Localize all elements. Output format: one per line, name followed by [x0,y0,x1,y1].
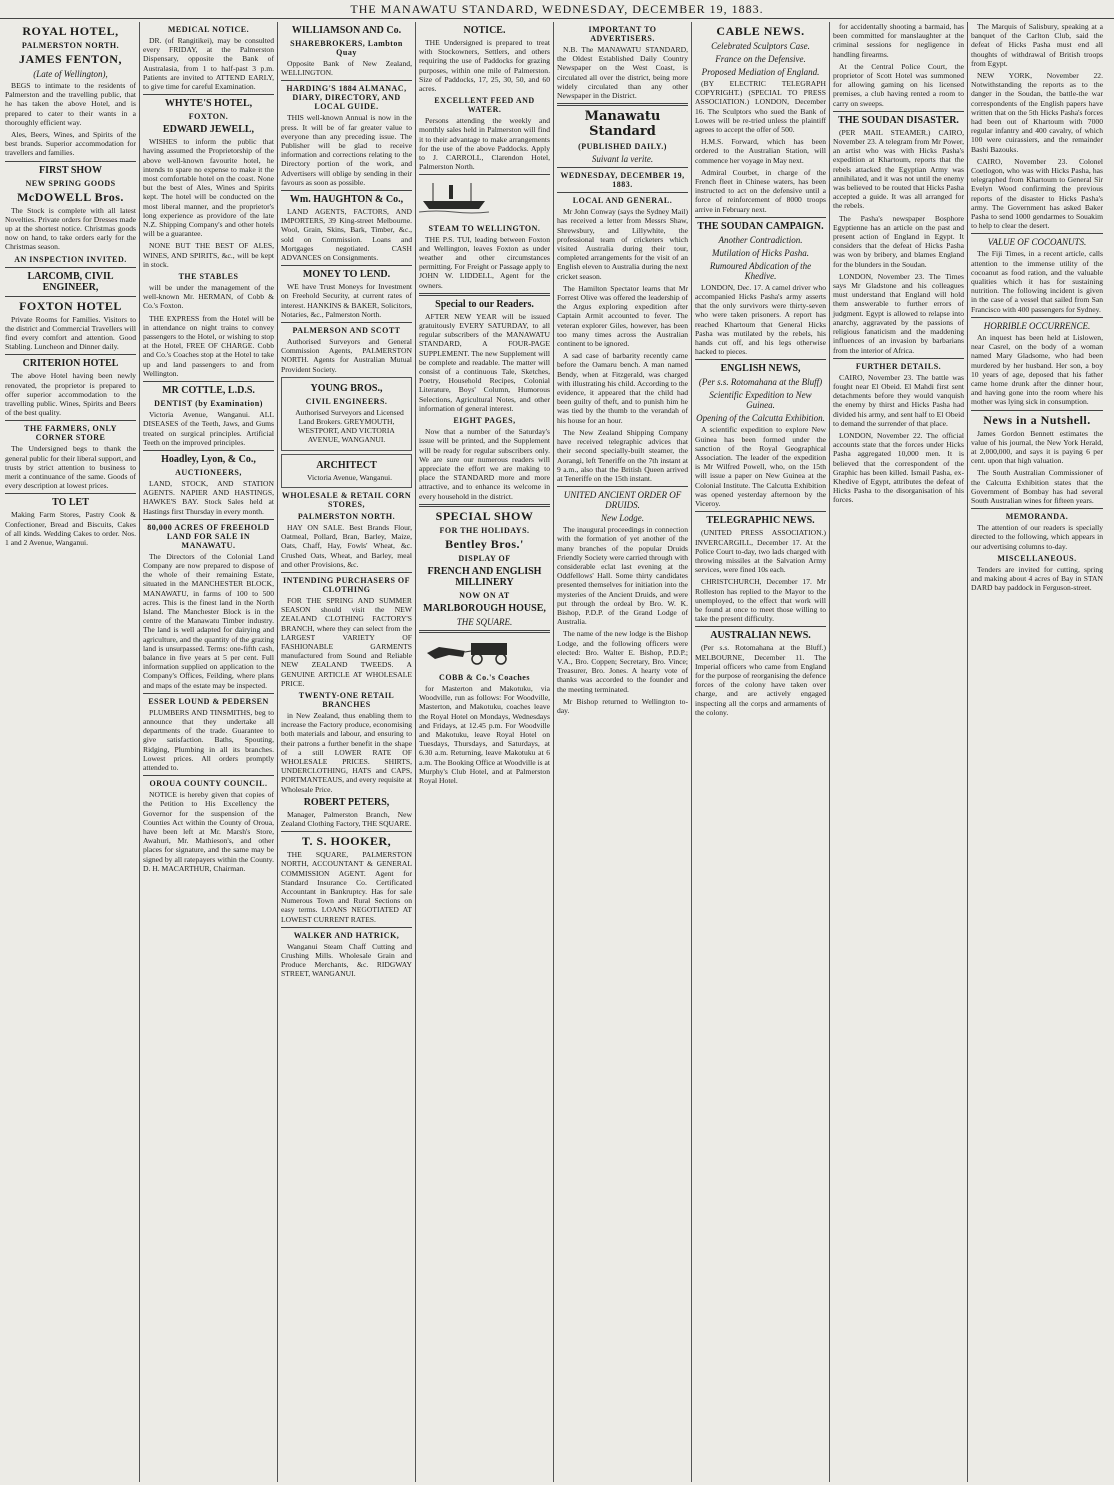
divider [5,354,136,355]
cable-news-heading: CABLE NEWS. [716,24,805,38]
english-news-heading: ENGLISH NEWS, [720,363,801,375]
horrible-occurrence-text: An inquest has been held at Lislowen, near Casrel, on the body of a woman named Mary Gladsome, who had been murdered by her husband. Her son, a boy 10 years of age, deposed that his father came home drunk after the dinner hour, and having gone into the room where his mother was lying sick in consumption. [971,332,1103,407]
foxton-hotel-text: Private Rooms for Families. Visitors to the district and Commercial Travellers will find every comfort and attention. Good Stabling. Luncheon and Dinner daily. [5,314,136,352]
soudan-sub-1: Another Contradiction. [718,234,803,245]
whytes-hotel-location: FOXTON. [188,112,229,122]
millinery-heading: FRENCH AND ENGLISH MILLINERY [427,565,542,588]
corner-store-heading: THE FARMERS, ONLY CORNER STORE [24,424,117,443]
divider [281,831,412,832]
retail-branches-text: in New Zealand, thus enabling them to increase the Factory produce, economising both materials and labour, and ensuring to their patrons a further benefit in the shape of a still LOWER RATE OF WHOLESALE PRICES. SHIRTS, UNDERCLOTHING, HATS and CAPS, PORTMANTEAUS, and every requisite at Wholesale Price. [281,710,412,794]
special-readers-heading: Special to our Readers. [435,298,534,310]
money-to-lend-heading: MONEY TO LEND. [302,269,391,281]
cable-news-text-3: Admiral Courbet, in charge of the French fleet in Chinese waters, has been instructed to act on the defensive until a force of reinforcement of 8000 troops arrive in February next. [695,167,826,214]
steam-text: THE P.S. TUI, leading between Foxton and Wellington, leaves Foxton as under weather and other circumstances permitting. For Freight or Passage apply to JOHN W. LIDDELL, Agent for the owners. [419,234,550,290]
clothing-text: FOR THE SPRING AND SUMMER SEASON should visit the NEW ZEALAND CLOTHING FACTORY'S BRANCH, where they can select from the LARGEST VARIETY OF FASHIONABLE GARMENTS manufactured from Sound and Reliable NEW ZEALAND TWEEDS. A GENUINE ARTICLE AT WHOLESALE PRICE. [281,595,412,688]
stables-text: will be under the management of the well-known Mr. HERMAN, of Cobb & Co.'s Foxton. [143,283,274,311]
flag-sub: (PUBLISHED DAILY.) [578,142,667,152]
freehold-land-text: The Directors of the Colonial Land Company are now prepared to dispose of the whole of their remaining Estate, situated in the MANCHESTER BLOCK, MANAWATU, in farms of 100 to 500 acres. This is the finest land in the North Island. The Manchester Block is in the centre of the Manawatu Timber industry. The land is well adapted for dairying and agriculture, and the quantity of the grazing land is unsurpassed. Terms: one-fifth cash, balance in five years at 5 per cent. Full information supplied on application to the Company's Offices, Feilding, where plans and maps of the estate may be inspected. [143,551,274,690]
express-text: THE EXPRESS from the Hotel will be in attendance on night trains to convey passengers to the Hotel, or wishing to stop at the Hotel, FREE OF CHARGE. Cobb and Co.'s Coaches stop at the Hotel to take up and land passengers to and from Wellington. [143,313,274,378]
column-5 [554,22,692,1482]
column-6 [692,22,830,1482]
freehold-land-heading: 80,000 ACRES OF FREEHOLD LAND FOR SALE IN MANAWATU. [147,522,270,550]
hoadley-text: LAND, STOCK, AND STATION AGENTS. NAPIER AND HASTINGS, HAWKE'S BAY. Stock Sales held at Hastings first Thursday in every month. [143,478,274,516]
spring-goods-heading: NEW SPRING GOODS [25,178,116,188]
edward-jewell-heading: EDWARD JEWELL, [162,124,255,136]
soudan-sub-2: Mutilation of Hicks Pasha. [712,247,809,258]
criterion-hotel-heading: CRITERION HOTEL [22,358,119,370]
cottle-text: Victoria Avenue, Wanganui. ALL DISEASES of the Teeth, Jaws, and Gums treated on surgical principles. Artificial Teeth on the improved principles. [143,410,274,447]
notice-heading: NOTICE. [463,25,506,36]
soudan-disaster-text-2: The Pasha's newspaper Bosphore Egyptienne has an article on the past and present action of England in Egypt. It considers that the defeat of Hicks Pasha was won by bribery, and blames England for the blunders in the Soudan. [833,213,964,269]
inspection-heading: AN INSPECTION INVITED. [14,254,127,264]
divider [557,192,688,193]
divider [419,630,550,633]
hoadley-heading: Hoadley, Lyon, & Co., [161,453,256,465]
divider [971,410,1103,411]
column-2 [140,22,278,1482]
cable-news-sub-3: Proposed Mediation of England. [701,67,820,77]
display-of: DISPLAY OF [458,553,511,563]
williamson-text: Opposite Bank of New Zealand, WELLINGTON. [281,59,412,78]
steam-heading: STEAM TO WELLINGTON. [428,223,541,233]
col8-text-2: NEW YORK, November 22. Notwithstanding the reports as to the danger in the Soudan, the battle-the war correspondents of the English papers have written that on the 5th Hicks Pasha's forces had been out of Khartoum with 7000 regular infantry and 400 cavalry, of which 100 were cuirassiers, and the remainder Bashi Bazouks. [971,71,1103,154]
haughton-text: LAND AGENTS, FACTORS, AND IMPORTERS, 39 King-street Melbourne. Wool, Grain, Skins, Bark, Timber, &c., sold on Commission. Loans and Mortgages negotiated. CASH ADVANCES on Consignments. [281,207,412,263]
special-readers-text: AFTER NEW YEAR will be issued gratuitously EVERY SATURDAY, to all regular subscribers of the MANAWATU STANDARD, A FOUR-PAGE SUPPLEMENT. The new Supplement will be complete and readable. The matter will consist of a continuous Tale, Sketches, Poetry, Household Recipes, Colonial Literature, Boys' Column, Humorous Selections, Agricultural Notes, and other information of general interest. [419,311,550,413]
notice-text: THE Undersigned is prepared to treat with Stockowners, Settlers, and others requiring the use of Paddocks for grazing purposes, within one mile of Palmerston. Size of Paddocks, 17, 25, 30, 50, and 60 acres. [419,38,550,94]
columns [2,22,1112,1482]
corn-stores-heading: WHOLESALE & RETAIL CORN STORES, [281,490,412,509]
column-8 [968,22,1106,1482]
druids-heading: UNITED ANCIENT ORDER OF DRUIDS. [563,490,682,511]
divider [281,927,412,928]
further-details-text-1: CAIRO, November 23. The battle was fought near El Obeid. El Mahdi first sent detachments before they would vanquish the enemy by thirst and Hicks Pasha had divided his army, and sent half to El Obeid to demand the surrender of that place. [833,372,964,428]
column-4 [416,22,554,1482]
royal-hotel-location: PALMERSTON NORTH. [21,41,120,50]
divider [971,317,1103,318]
newspaper-flag: Manawatu Standard [584,109,661,140]
walker-hatrick-text: Wanganui Steam Chaff Cutting and Crushing Mills. Wholesale Grain and Produce Merchants, &c. RIDGWAY STREET, WANGANUI. [281,941,412,979]
feed-water-heading: EXCELLENT FEED AND WATER. [434,96,535,115]
australian-news-text: (Per s.s. Rotomahana at the Bluff.) MELBOURNE, December 11. The Imperial officers who came from England for the purpose of reorganising the defence forces of the colony have taken over charge, and are actively engaged inspecting all the corps and armaments of the colony. [695,643,826,717]
cottle-sub: DENTIST (by Examination) [154,399,263,409]
new-lodge-heading: New Lodge. [600,513,644,524]
divider [419,504,550,507]
whytes-hotel-text-2: NONE BUT THE BEST OF ALES, WINES, AND SPIRITS, &c., will be kept in stock. [143,241,274,269]
divider [695,626,826,627]
medical-notice-text: DR. (of Rangitikei), may be consulted every FRIDAY, at the Palmerston Dispensary, opposite the Bank of Australasia, from 1 to half-past 3 p.m. Patients are invited to ATTEND EARLY, to give time for careful Examination. [143,36,274,92]
miscellaneous-heading: MISCELLANEOUS. [997,553,1077,563]
royal-hotel-text-2: Ales, Beers, Wines, and Spirits of the best brands. Superior accommodation for travellers and families. [5,130,136,158]
soudan-sub-3: Rumoured Abdication of the Khedive. [709,260,812,281]
divider [5,161,136,162]
soudan-campaign-text: LONDON, Dec. 17. A camel driver who accompanied Hicks Pasha's army asserts that the only survivors were thirty-seven who were taken prisoners. A report has reached Khartoum that General Hicks Pasha was mutilated by the rebels, his hands cut off, and his legs otherwise hacked to pieces. [695,282,826,357]
special-show-heading: SPECIAL SHOW [435,508,534,523]
further-details-heading: FURTHER DETAILS. [855,361,942,371]
architect-heading: ARCHITECT [316,459,377,471]
divider [281,322,412,323]
money-to-lend-text: WE have Trust Moneys for Investment on Freehold Security, at current rates of interest. HANKINS & BAKER, Solicitors, Notaries, &c., Palmerston North. [281,282,412,319]
issue-date: WEDNESDAY, DECEMBER 19, 1883. [560,171,685,190]
english-news-sub-2: Scientific Expedition to New Guinea. [709,390,812,411]
local-general-text-2: The Hamilton Spectator learns that Mr Forrest Olive was offered the leadership of the Argus exploring expedition after Captain Armit accounted to fever. The veteran explorer Giles, however, has been too many times across the Australian continent to be ignored. [557,283,688,349]
williamson-sub: SHAREBROKERS, Lambton Quay [290,39,403,57]
young-bros-ad [281,377,412,451]
haughton-heading: Wm. HAUGHTON & Co., [289,194,404,206]
palmerson-scott-text: Authorised Surveyors and General Commission Agents, PALMERSTON NORTH. Agents for Australian Mutual Provident Society. [281,337,412,374]
soudan-campaign-heading: THE SOUDAN CAMPAIGN. [697,220,824,232]
retail-branches-heading: TWENTY-ONE RETAIL BRANCHES [298,690,395,709]
the-square: THE SQUARE. [456,616,513,627]
advertisers-text: N.B. The MANAWATU STANDARD, the Oldest Established Daily Country Newspaper on the West Coast, is circulated all over the district, being more widely circulated than any other Newspaper in the District. [557,45,688,101]
palmerson-scott-heading: PALMERSON AND SCOTT [292,326,401,336]
divider [143,381,274,382]
to-let-text: Making Farm Stores, Pastry Cook & Confectioner, Bread and Biscuits, Cakes of all kinds. Wedding Cakes to order. Nos. 1 and 2 Avenue, Wanganui. [5,510,136,548]
royal-hotel-heading: ROYAL HOTEL, [22,24,119,38]
architect-ad [281,454,412,488]
soudan-disaster-text-1: (PER MAIL STEAMER.) CAIRO, November 23. A telegram from Mr Power, an artist who was with Hicks Pasha's expedition at Khartoum, reports that the rebels attacked the Egyptian Army was annihilated, and it was not until the enemy was believed to be routed that Hicks Pasha accepted a guide. It was all arranged for the rebels. [833,127,964,211]
architect-text: Victoria Avenue, Wanganui. [306,472,393,482]
col7-text-1: for accidentally shooting a barmaid, has been committed for manslaughter at the criminal sessions for negligence in handling firearms. [833,22,964,59]
cobb-coaches-text: for Masterton and Makotuku, via Woodville, run as follows: For Woodville, Masterton, and Makotuku, coaches leave the Royal Hotel on Mondays, Wednesdays and Fridays, at 12.45 p.m. For Woodville and Makotuku, leave Royal Hotel on Tuesdays, Thursdays, and Saturdays, at 6.30 a.m. Returning, leave Makotuku at 6 a.m. The Booking Office at Woodville is at Murphy's Club Hotel, and at Palmerston Royal Hotel. [419,683,550,785]
memoranda-heading: MEMORANDA. [1005,512,1069,522]
australian-news-heading: AUSTRALIAN NEWS. [710,630,811,642]
bentley-bros-heading: Bentley Bros.' [445,536,524,551]
divider [419,293,550,296]
druids-text-3: Mr Bishop returned to Wellington to-day. [557,696,688,715]
further-details-text-2: LONDON, November 22. The official accounts state that the forces under Hicks Pasha aggregated 10,000 men. It is believed that the correspondent of the Graphic has been killed. Ismail Pasha, ex-Khedive of Egypt, attributes the defeat of Hicks Pasha to the disorganisation of his forces. [833,430,964,505]
cable-news-sub-2: France on the Defensive. [715,54,806,64]
soudan-disaster-text-3: LONDON, November 23. The Times says Mr Gladstone and his colleagues must understand that England will hold them answerable to further errors of judgment. Egypt is allowed to relapse into anarchy, aggravated by the passions of religious fanaticism and the maddening influences of an invasion by barbarians from the interior of Africa. [833,271,964,355]
whytes-hotel-text: WISHES to inform the public that having assumed the Proprietorship of the above well-known favourite hotel, he intends to spare no expense to make it the most comfortable hotel on the coast. None but the best of Ales, Wines and Spirits kept. The hotel will be conducted on the most liberal manner, and the proprietor's long experience as providore of the late N.Z. Shipping Company's and other hotels will be a guarantee. [143,137,274,239]
feed-water-text: Persons attending the weekly and monthly sales held in Palmerston will find it to their advantage to make arrangements for the use of the above Paddocks. Apply to J. CARROLL, Clarendon Hotel, Palmerston North. [419,116,550,172]
cocoanuts-text: The Fiji Times, in a recent article, calls attention to the immense utility of the cocoanut as food ration, and the valuable qualities which it has for sustaining nutrition. The following incident is given in the case of a vessel that sailed from San Francisco with 400 passengers for Sydney. [971,249,1103,314]
cocoanuts-heading: VALUE OF COCOANUTS. [987,237,1087,248]
local-general-text-1: Mr John Conway (says the Sydney Mail) has received a letter from Messrs Shaw, Shrewsbury, and Lillywhite, the professional team of cricketers which visited Australia during their tour, completed arrangements for the visit of an English eleven to Australia during the next cricket season. [557,207,688,281]
corn-stores-text: HAY ON SALE. Best Brands Flour, Oatmeal, Pollard, Bran, Barley, Maize, Oats, Chaff, Hay, Fowls' Wheat, &c. Crushed Oats, Wheat, and Barley, meal and other Provisions, &c. [281,522,412,569]
almanac-heading: HARDING'S 1884 ALMANAC, DIARY, DIRECTORY, AND LOCAL GUIDE. [286,84,407,112]
divider [557,103,688,106]
divider [281,80,412,81]
divider [5,267,136,268]
memoranda-text: The attention of our readers is specially directed to the following, which appears in our advertising columns to-day. [971,523,1103,551]
oroua-council-heading: OROUA COUNTY COUNCIL. [149,779,268,789]
column-3 [278,22,416,1482]
divider [695,511,826,512]
cottle-heading: MR COTTLE, L.D.S. [162,385,255,397]
to-let-heading: TO LET [52,497,89,509]
divider [557,486,688,487]
hoadley-sub: AUCTIONEERS, [175,467,242,477]
young-bros-sub: CIVIL ENGINEERS. [305,396,388,406]
clothing-heading: INTENDING PURCHASERS OF CLOTHING [282,575,411,594]
criterion-hotel-text: The above Hotel having been newly renovated, the proprietor is prepared to offer superior accommodation to the travelling public. Wines, Spirits and Beers of the best quality. [5,371,136,418]
robert-peters-heading: ROBERT PETERS, [303,796,390,808]
hooker-text: THE SQUARE, PALMERSTON NORTH, ACCOUNTANT & GENERAL COMMISSION AGENT. Agent for Standard Insurance Co. Certificated Accountant in Bankruptcy. Has for sale Numerous Town and Rural Sections on easy terms. LOANS NEGOTIATED AT LOWEST CURRENT RATES. [281,850,412,924]
local-general-text-4: The New Zealand Shipping Company have received telegraphic advices that their second specially-built steamer, the Aorangi, left Teneriffe on the 7th instant at 9 a.m., also that the British Queen arrived at Teneriffe on the 15th instant. [557,427,688,483]
coach-illustration [419,639,529,665]
divider [971,508,1103,509]
robert-peters-text: Manager, Palmerston Branch, New Zealand Clothing Factory, THE SQUARE. [281,809,412,828]
royal-hotel-text: BEGS to intimate to the residents of Palmerston and the travelling public, that he has taken the above Hotel, and is prepared to cater to their wants in a thoroughly efficient way. [5,81,136,127]
local-general-heading: LOCAL AND GENERAL. [572,196,673,206]
telegraphic-news-text-1: (UNITED PRESS ASSOCIATION.) INVERCARGILL, December 17. At the Police Court to-day, two lads charged with throwing missiles at the Salvation Army services, were fined 10s each. [695,528,826,575]
whytes-hotel-heading: WHYTE'S HOTEL, [164,98,253,110]
medical-notice-heading: MEDICAL NOTICE. [167,25,250,34]
druids-text-2: The name of the new lodge is the Bishop Lodge, and the following officers were elected: Bro. Walter E. Bishop, P.D.P.; V.A., Bro. Coppen; Secretary, Bro. Vince; Treasurer, Bro. Jones. A hearty vote of thanks was accorded to the founder and the meeting terminated. [557,629,688,694]
col7-text-2: At the Central Police Court, the proprietor of Scott Hotel was summoned for allowing gaming on his licensed premises, a club having rented a room to carry on sweeps. [833,61,964,108]
almanac-text: THIS well-known Annual is now in the press. It will be of far greater value to everyone than any preceding issue. The Publisher will be glad to receive information and corrections relating to the Directory portion of the work, and Advertisers will oblige by sending in their favours as soon as possible. [281,113,412,187]
advertisers-heading: IMPORTANT TO ADVERTISERS. [588,25,657,43]
cable-news-sub-1: Celebrated Sculptors Case. [711,41,810,51]
divider [281,572,412,573]
plumbers-heading: ESSER LOUND & PEDERSEN [148,696,269,706]
divider [695,217,826,218]
english-news-sub-3: Opening of the Calcutta Exhibition. [696,413,825,424]
divider [833,358,964,359]
steamship-illustration [419,181,489,215]
eight-pages-heading: EIGHT PAGES, [453,416,516,426]
stables-heading: THE STABLES [178,272,239,282]
corn-stores-sub: PALMERSTON NORTH. [297,511,396,521]
column-1 [2,22,140,1482]
divider [5,493,136,494]
divider [281,265,412,266]
mcdowell-text: The Stock is complete with all latest Novelties. Private orders for Dresses made up at the shortest notice. Christmas goods now on hand, to take orders early for the Christmas season. [5,205,136,252]
col8-text-3: CAIRO, November 23. Colonel Coetlogon, who was with Hicks Pasha, has telegraphed from Khartoum to General Sir Evelyn Wood confirming the previous reports of the disaster to Hicks Pasha's army. The Government has asked Baker Pasha to send 1000 gendarmes to Souakim to help to clear the desert. [971,156,1103,231]
divider [143,94,274,95]
divider [833,111,964,112]
hooker-heading: T. S. HOOKER, [301,834,392,849]
larcomb-heading: LARCOMB, CIVIL ENGINEER, [27,270,114,293]
divider [143,519,274,520]
divider [143,693,274,694]
eight-pages-text: Now that a number of the Saturday's issue will be printed, and the Supplement will be ready for regular subscribers only. We are sure our numerous readers will appreciate the effort we are making to place the STANDARD more and more attractive, and to enhance its welcome in every household in the district. [419,427,550,501]
english-news-text: A scientific expedition to explore New Guinea has been formed under the sanction of the Royal Geographical Association. The leader of the expedition is Mr Wilfred Powell, who, on the 15th will issue a paper on New Guinea at the Colonial Institute. The Calcutta Exhibition was opened yesterday afternoon by the Viceroy. [695,425,826,509]
nutshell-text-2: The South Australian Commissioner of the Calcutta Exhibition states that the Government of Bombay has had several South Australian wines for fifteen years. [971,468,1103,505]
divider [143,450,274,451]
miscellaneous-text: Tenders are invited for cutting, spring and making about 4 acres of Bay in STAN DARD bay paddock in Ferguson-street. [971,564,1103,593]
cobb-coaches-heading: COBB & Co.'s Coaches [439,672,530,682]
divider [5,296,136,297]
horrible-occurrence-heading: HORRIBLE OCCURRENCE. [983,320,1091,331]
motto: Suivant la verite. [591,154,654,165]
masthead: THE MANAWATU STANDARD, WEDNESDAY, DECEMBER 19, 1883. [0,0,1114,19]
divider [5,420,136,421]
column-7 [830,22,968,1482]
divider [971,233,1103,234]
marlborough-heading: MARLBOROUGH HOUSE, [423,602,546,614]
young-bros-text: Authorised Surveyors and Licensed Land Brokers. GREYMOUTH, WESTPORT, AND VICTORIA AVENUE, WANGANUI. [295,407,404,445]
holidays-heading: FOR THE HOLIDAYS. [439,525,530,535]
english-news-sub: (Per s.s. Rotomahana at the Bluff) [698,377,823,388]
nutshell-text-1: James Gordon Bennett estimates the value of his journal, the New York Herald, at 2,000,000, and says it is paying 6 per cent. upon that high valuation. [971,428,1103,466]
now-on-at: NOW ON AT [459,590,510,600]
plumbers-text: PLUMBERS AND TINSMITHS, beg to announce that they undertake all departments of the trade. Guarantee to give satisfaction. Baths, Spouting, Ridging, Plumbing in all its branches. Lowest prices. All orders promptly attended to. [143,707,274,772]
young-bros-heading: YOUNG BROS., [310,382,383,394]
cable-news-text-2: H.M.S. Forward, which has been ordered to the Australian Station, will commence her voyage in May next. [695,137,826,165]
divider [281,190,412,191]
corner-store-text: The Undersigned begs to thank the general public for their liberal support, and trusts by strict attention to business to merit a continuance of the same. Goods of every description at lowest prices. [5,444,136,491]
soudan-disaster-heading: THE SOUDAN DISASTER. [838,114,959,126]
druids-text-1: The inaugural proceedings in connection with the formation of yet another of the many branches of the popular Druids Friendly Society were carried through with considerable eclat last evening at the Oddfellows' Hall. Some thirty candidates presented themselves for initiation into the mysteries of the Ancient Druids, and were put through the ordeal by Bro. W. K. Bishop, P.D.P. of the Grand Lodge of Australia. [557,525,688,627]
mcdowell-heading: McDOWELL Bros. [17,189,124,204]
first-show-heading: FIRST SHOW [39,164,102,176]
divider [557,167,688,168]
telegraphic-news-heading: TELEGRAPHIC NEWS. [706,515,815,527]
james-fenton-heading: JAMES FENTON, [19,52,122,66]
james-fenton-sub: (Late of Wellington), [33,69,108,79]
local-general-text-3: A sad case of barbarity recently came before the Oamaru bench. A man named Bendy, when at Fitzgerald, was charged with illustrating his child. According to the evidence, it appeared that the child had been guilty of theft, and to punish him he was tied by the thumb to the verandah of his house for an hour. [557,351,688,425]
divider [419,174,550,175]
foxton-hotel-heading: FOXTON HOTEL [19,298,122,313]
divider [695,359,826,360]
divider [143,775,274,776]
col8-text-1: The Marquis of Salisbury, speaking at a banquet of the Carlton Club, said the defeat of Hicks Pasha must end all thoughts of withdrawal of British troops from Egypt. [971,22,1103,68]
oroua-council-text: NOTICE is hereby given that copies of the Petition to His Excellency the Governor for the suspension of the Counties Act within the County of Oroua, have been left at Mr. Marsh's Store, Awahuri, Mr. Mathieson's, and other places for signature, and the same may be signed by all ratepayers within the County. D. H. MACARTHUR, Chairman. [143,790,274,873]
cable-news-text-1: (BY ELECTRIC TELEGRAPH COPYRIGHT.) (SPECIAL TO PRESS ASSOCIATION.) LONDON, December 16. The Sculptors who sued the Bank of Lowes will be re-tried unless the plaintiff agrees to accept the offer of 500. [695,79,826,135]
nutshell-heading: News in a Nutshell. [983,412,1091,427]
walker-hatrick-heading: WALKER AND HATRICK, [293,930,400,940]
williamson-heading: WILLIAMSON AND Co. [291,25,402,36]
telegraphic-news-text-2: CHRISTCHURCH, December 17. Mr Rolleston has replied to the Mayor to the unemployed, to the effect that work will be found at once to meet those willing to take the present difficulty. [695,577,826,624]
